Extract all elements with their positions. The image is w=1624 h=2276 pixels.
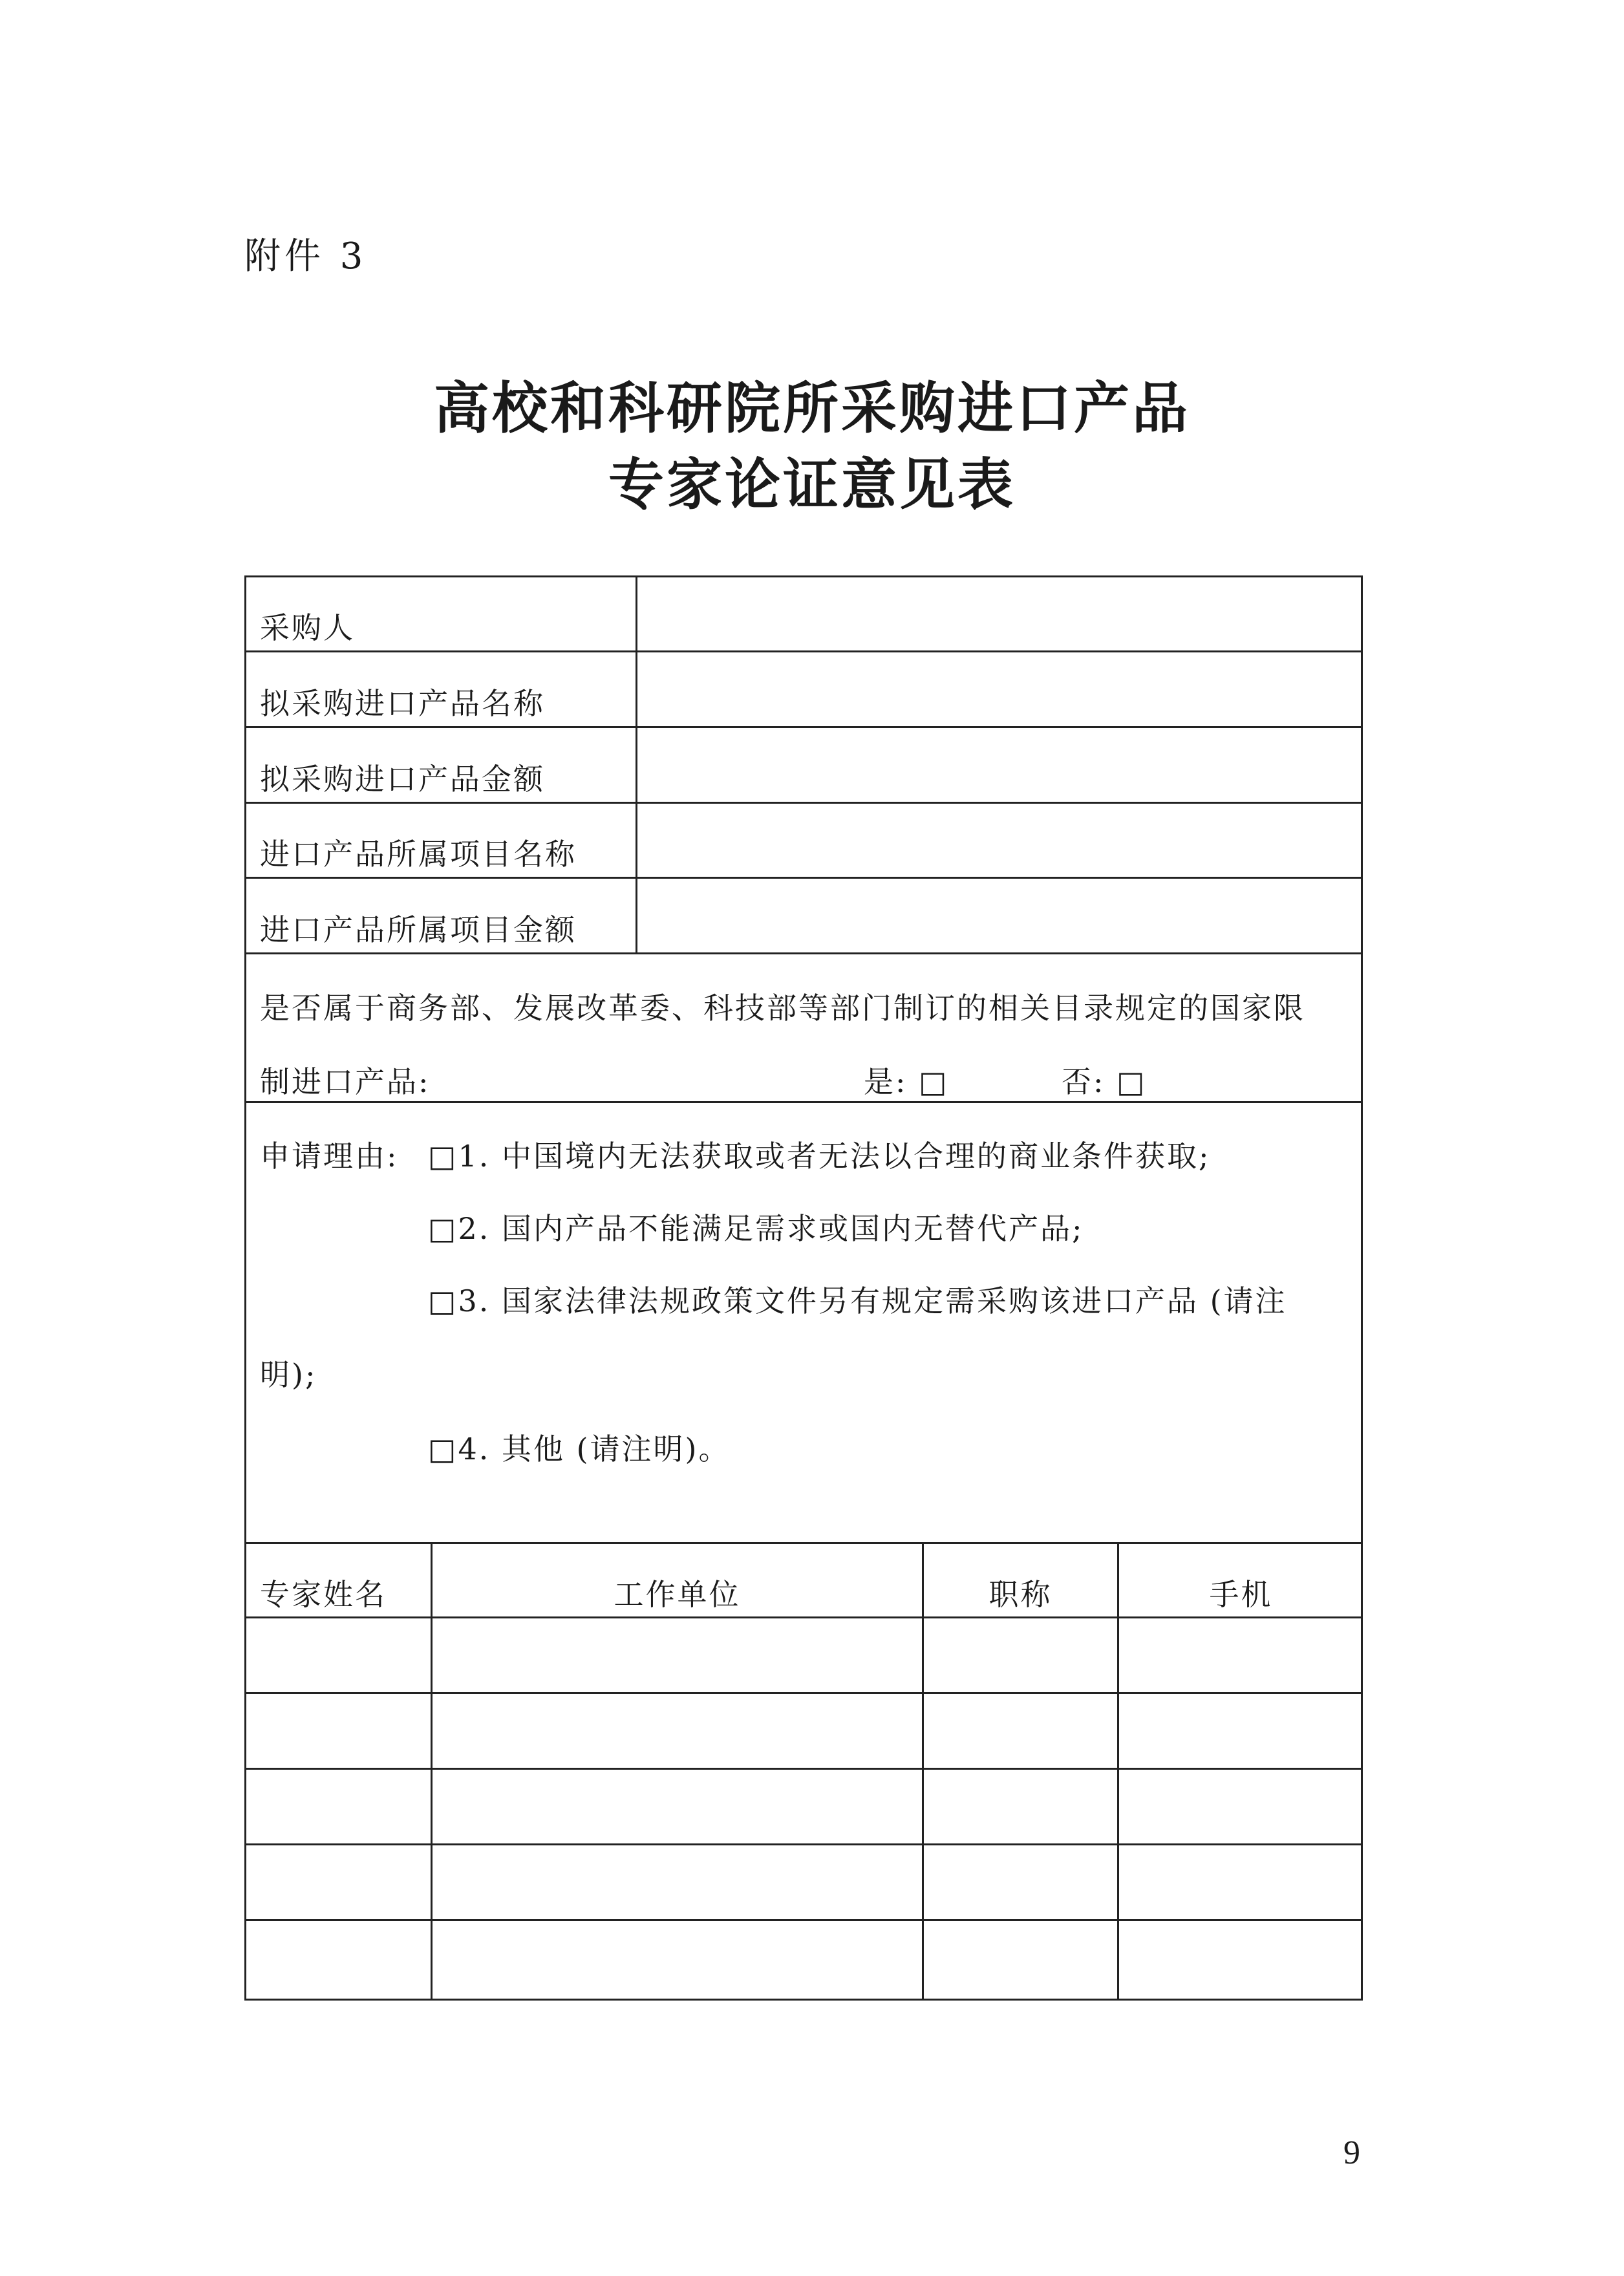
expert-row-divider [244,1768,1363,1770]
field-label-product-name: 拟采购进口产品名称 [260,686,545,721]
expert-row-4-work-unit[interactable] [442,1866,908,1902]
field-label-project-name: 进口产品所属项目名称 [260,837,577,872]
restricted-question-line-2: 制进口产品: [260,1064,431,1099]
expert-row-1-title[interactable] [934,1639,1108,1675]
row-divider [244,1542,1363,1544]
reason-option-2[interactable]: □2. 国内产品不能满足需求或国内无替代产品; [428,1211,1084,1246]
expert-row-1-name[interactable] [253,1639,422,1675]
expert-row-divider [244,1843,1363,1845]
expert-row-4-name[interactable] [253,1866,422,1902]
field-value-product-name[interactable] [653,680,1345,716]
expert-row-4-phone[interactable] [1129,1866,1349,1902]
field-label-purchaser: 采购人 [260,610,355,645]
row-divider [244,650,1363,652]
expert-row-1-work-unit[interactable] [442,1639,908,1675]
restricted-yes-checkbox[interactable]: 是: □ [864,1064,949,1099]
attachment-label: 附件 3 [244,235,367,277]
expert-row-divider [244,1919,1363,1921]
expert-row-divider [244,1616,1363,1618]
field-label-project-amount: 进口产品所属项目金额 [260,912,577,947]
expert-row-2-name[interactable] [253,1715,422,1751]
row-divider [244,802,1363,804]
expert-row-5-phone[interactable] [1129,1942,1349,1978]
field-column-divider [636,575,637,953]
expert-row-3-phone[interactable] [1129,1790,1349,1827]
field-value-purchaser[interactable] [653,605,1345,641]
page-title-line-2: 专家论证意见表 [608,453,1016,517]
expert-header-phone: 手机 [1209,1577,1273,1612]
expert-row-5-work-unit[interactable] [442,1942,908,1978]
expert-row-5-name[interactable] [253,1942,422,1978]
row-divider [244,1101,1363,1103]
expert-header-work-unit: 工作单位 [614,1577,741,1612]
page-title-line-1: 高校和科研院所采购进口产品 [434,376,1190,441]
expert-row-5-title[interactable] [934,1942,1108,1978]
expert-row-1-phone[interactable] [1129,1639,1349,1675]
row-divider [244,952,1363,954]
expert-row-2-work-unit[interactable] [442,1715,908,1751]
expert-header-name: 专家姓名 [260,1577,387,1612]
restricted-question-line-1: 是否属于商务部、发展改革委、科技部等部门制订的相关目录规定的国家限 [260,991,1305,1025]
row-divider [244,726,1363,728]
reason-option-4[interactable]: □4. 其他 (请注明)。 [428,1432,731,1466]
expert-header-title: 职称 [988,1577,1052,1612]
page-number: 9 [1343,2134,1360,2171]
reasons-label: 申请理由: [260,1139,399,1174]
reason-option-3-continued: 明); [260,1357,317,1392]
field-value-project-amount[interactable] [653,907,1345,943]
expert-row-3-name[interactable] [253,1790,422,1827]
reason-option-3[interactable]: □3. 国家法律法规政策文件另有规定需采购该进口产品 (请注 [428,1283,1287,1318]
row-divider [244,877,1363,879]
restricted-no-checkbox[interactable]: 否: □ [1062,1064,1147,1099]
expert-row-2-phone[interactable] [1129,1715,1349,1751]
field-value-product-amount[interactable] [653,756,1345,792]
expert-row-3-work-unit[interactable] [442,1790,908,1827]
expert-row-4-title[interactable] [934,1866,1108,1902]
expert-row-2-title[interactable] [934,1715,1108,1751]
field-label-product-amount: 拟采购进口产品金额 [260,762,545,797]
expert-row-3-title[interactable] [934,1790,1108,1827]
field-value-project-name[interactable] [653,831,1345,867]
reason-option-1[interactable]: □1. 中国境内无法获取或者无法以合理的商业条件获取; [428,1139,1211,1174]
expert-row-divider [244,1692,1363,1694]
